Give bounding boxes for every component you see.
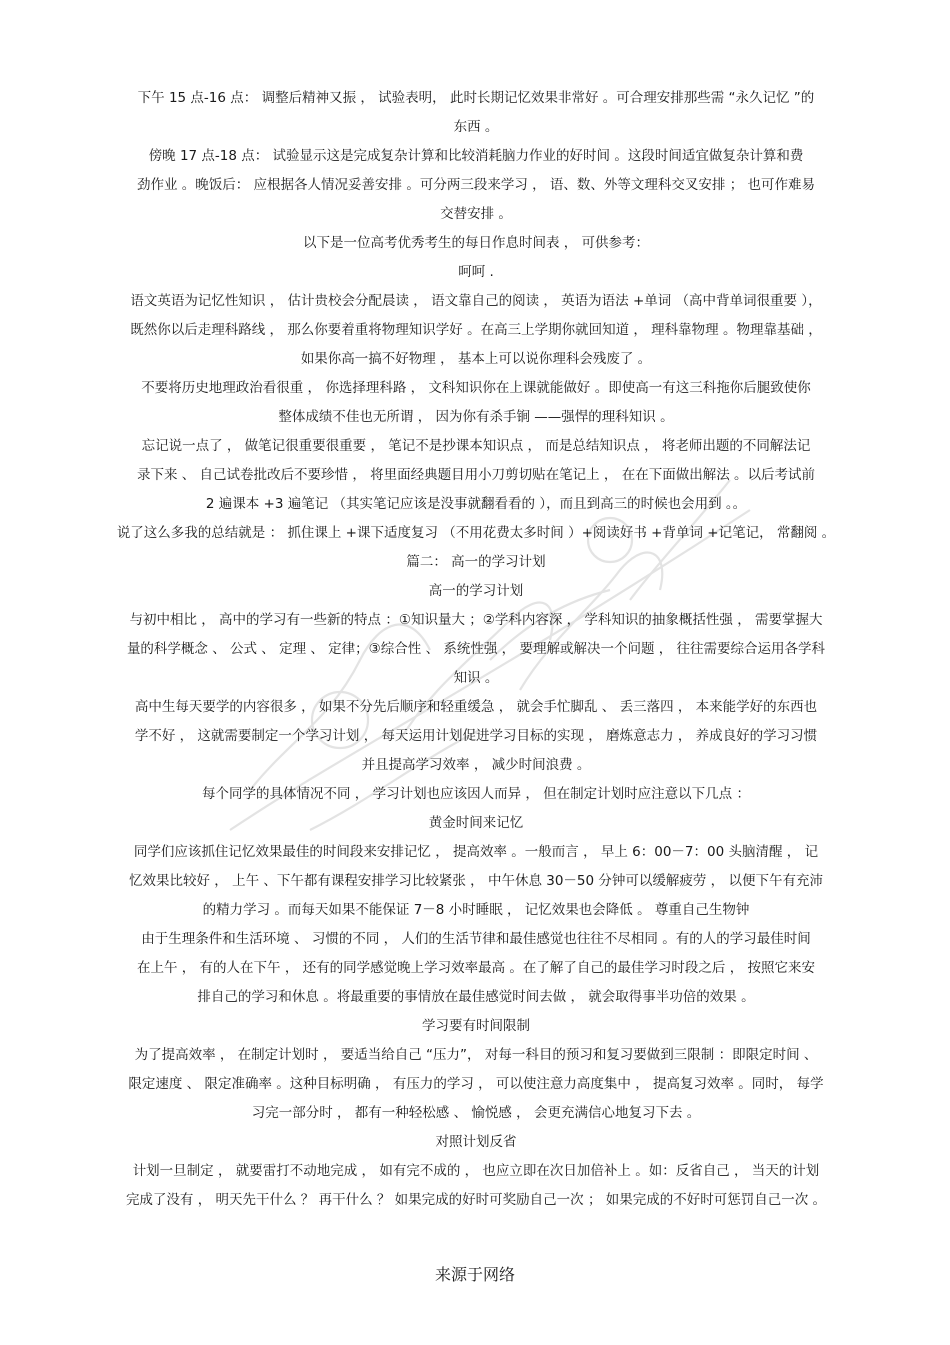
text-line: 的精力学习 。而每天如果不能保证 7－8 小时睡眠 ， 记忆效果也会降低 。 尊重自己生物钟 — [202, 902, 750, 918]
text-line: 每个同学的具体情况不同 ， 学习计划也应该因人而异 ， 但在制定计划时应注意以下几点 ： — [202, 786, 750, 802]
text-line: 2 遍课本 +3 遍笔记 （其实笔记应该是没事就翻看看的 ），而且到高三的时候也会用到 。。 — [205, 496, 747, 512]
text-line: 与初中相比 ， 高中的学习有一些新的特点 ：①知识量大 ；②学科内容深 ， 学科知识的抽象概括性强 ， 需要掌握大 — [129, 612, 823, 628]
text-line: 同学们应该抓住记忆效果最佳的时间段来安排记忆 ， 提高效率 。一般而言 ， 早上 6：00－7：00 头脑清醒 ， 记 — [133, 844, 819, 860]
text-line: 以下是一位高考优秀考生的每日作息时间表 ， 可供参考： — [302, 235, 650, 251]
subsection-heading: 黄金时间来记忆 — [428, 815, 524, 831]
text-line: 量的科学概念 、 公式 、 定理 、 定律；③综合性 、 系统性强 ， 要理解或解决一个问题 ， 往往需要综合运用各学科 — [126, 641, 826, 657]
text-line: 在上午 ， 有的人在下午 ， 还有的同学感觉晚上学习效率最高 。在了解了自己的最佳学习时段之后 ， 按照它来安 — [136, 960, 816, 976]
text-line: 说了这么多我的总结就是 ： 抓住课上 +课下适度复习 （不用花费太多时间 ）+阅读好书 +背单词 +记笔记， 常翻阅 。 — [116, 525, 836, 541]
text-line: 计划一旦制定 ， 就要雷打不动地完成 ， 如有完不成的 ， 也应立即在次日加倍补上 。如：反省自己 ， 当天的计划 — [132, 1163, 820, 1179]
text-line: 语文英语为记忆性知识 ， 估计贵校会分配晨读 ， 语文靠自己的阅读 ， 英语为语法 +单词 （高中背单词很重要 ）， — [130, 293, 822, 309]
text-line: 为了提高效率 ， 在制定计划时 ， 要适当给自己 “压力”， 对每一科目的预习和复习要做到三限制 ：即限定时间 、 — [134, 1047, 818, 1063]
text-line: 东西 。 — [453, 119, 499, 135]
text-line: 整体成绩不佳也无所谓 ， 因为你有杀手锏 ——强悍的理科知识 。 — [278, 409, 674, 425]
text-line: 交替安排 。 — [440, 206, 512, 222]
text-line: 排自己的学习和休息 。将最重要的事情放在最佳感觉时间去做 ， 就会取得事半功倍的效果 。 — [197, 989, 755, 1005]
text-line: 劲作业 。晚饭后： 应根据各人情况妥善安排 。可分两三段来学习 ， 语、数、外等文理科交叉安排 ； 也可作难易 — [136, 177, 816, 193]
page-footer: 来源于网络 — [434, 1265, 515, 1284]
subsection-heading: 对照计划反省 — [435, 1134, 517, 1150]
subsection-heading: 学习要有时间限制 — [422, 1018, 530, 1034]
text-line: 知识 。 — [453, 670, 499, 686]
text-line: 习完一部分时 ， 都有一种轻松感 、 愉悦感 ， 会更充满信心地复习下去 。 — [251, 1105, 701, 1121]
section-heading: 篇二： 高一的学习计划 — [406, 554, 546, 570]
text-line: 忘记说一点了 ， 做笔记很重要很重要 ， 笔记不是抄课本知识点 ， 而是总结知识点 ， 将老师出题的不同解法记 — [141, 438, 811, 454]
text-line: 既然你以后走理科路线 ， 那么你要着重将物理知识学好 。在高三上学期你就回知道 ， 理科靠物理 。物理靠基础 ， — [130, 322, 822, 338]
text-line: 呵呵 . — [458, 264, 494, 280]
text-line: 下午 15 点-16 点： 调整后精神又振 ， 试验表明， 此时长期记忆效果非常好 。可合理安排那些需 “永久记忆 ”的 — [137, 90, 815, 106]
text-line: 限定速度 、 限定准确率 。这种目标明确 ， 有压力的学习 ， 可以使注意力高度集中 ， 提高复习效率 。同时， 每学 — [128, 1076, 824, 1092]
text-line: 由于生理条件和生活环境 、 习惯的不同 ， 人们的生活节律和最佳感觉也往往不尽相同 。有的人的学习最佳时间 — [141, 931, 811, 947]
text-line: 并且提高学习效率 ， 减少时间浪费 。 — [361, 757, 591, 773]
text-line: 完成了没有 ， 明天先干什么 ？ 再干什么 ？ 如果完成的好时可奖励自己一次 ； 如果完成的不好时可惩罚自己一次 。 — [125, 1192, 827, 1208]
text-line: 录下来 、 自己试卷批改后不要珍惜 ， 将里面经典题目用小刀剪切贴在笔记上 ， 在在下面做出解法 。以后考试前 — [136, 467, 816, 483]
text-line: 学不好 ， 这就需要制定一个学习计划 ， 每天运用计划促进学习目标的实现 ， 磨炼意志力 ， 养成良好的学习习惯 — [134, 728, 818, 744]
text-line: 如果你高一搞不好物理 ， 基本上可以说你理科会残废了 。 — [300, 351, 652, 367]
document-body — [56, 84, 896, 1215]
text-line: 不要将历史地理政治看很重 ， 你选择理科路 ， 文科知识你在上课就能做好 。即使高一有这三科拖你后腿致使你 — [141, 380, 811, 396]
text-line: 忆效果比较好 ， 上午 、下午都有课程安排学习比较紧张 ， 中午休息 30－50 分钟可以缓解疲劳 ， 以便下午有充沛 — [129, 873, 823, 889]
text-line: 高中生每天要学的内容很多 ， 如果不分先后顺序和轻重缓急 ， 就会手忙脚乱 、 丢三落四 ， 本来能学好的东西也 — [134, 699, 818, 715]
section-title: 高一的学习计划 — [428, 583, 524, 599]
text-line: 傍晚 17 点-18 点： 试验显示这是完成复杂计算和比较消耗脑力作业的好时间 。这段时间适宜做复杂计算和费 — [148, 148, 804, 164]
